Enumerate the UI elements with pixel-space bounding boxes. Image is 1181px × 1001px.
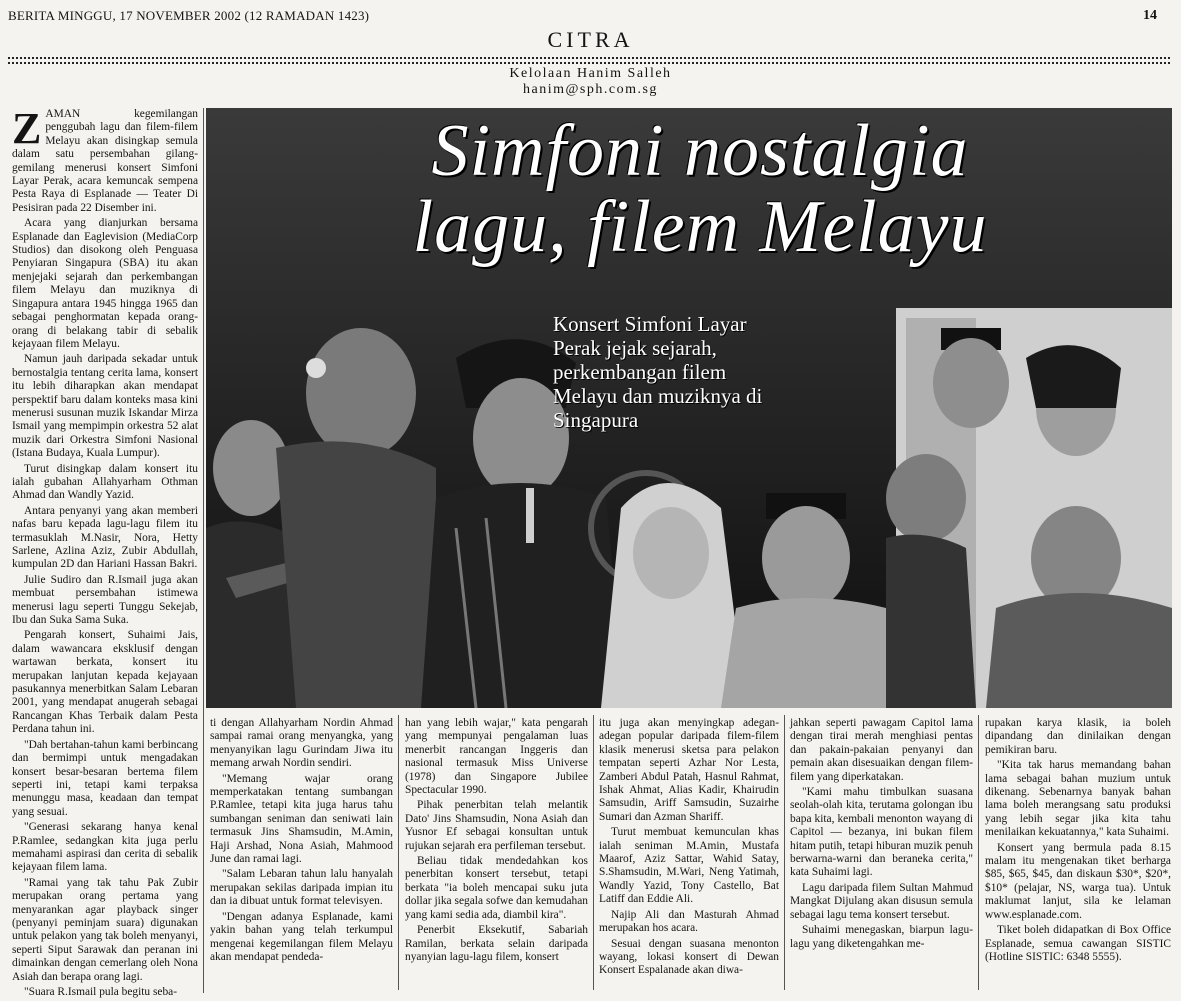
column-divider [784, 715, 785, 990]
paragraph: ti dengan Allahyarham Nordin Ahmad sampai ramai orang menyangka, yang menyanyikan lagu Gurindam Jiwa itu memang arwah Nordin sendiri. [210, 717, 393, 770]
paragraph: Najip Ali dan Masturah Ahmad merupakan hos acara. [599, 908, 779, 935]
dotted-divider [8, 62, 1170, 64]
paragraph: "Dengan adanya Esplanade, kami yakin bahan yang telah terkumpul mengenai kegemilangan filem Melayu akan mendapat pendeda- [210, 910, 393, 963]
column-divider [978, 715, 979, 990]
paragraph: Antara penyanyi yang akan memberi nafas baru kepada lagu-lagu filem itu termasuklah M.Nasir, Nora, Hetty Sarlene, Azlina Aziz, Zubir Abdullah, kumpulan 2D dan Hariani Hassan Bakri. [12, 504, 198, 571]
article-column-6 [985, 717, 1171, 966]
dotted-divider [8, 57, 1170, 59]
paragraph: Sesuai dengan suasana menonton wayang, lokasi konsert di Dewan Konsert Espalanade akan diwa- [599, 937, 779, 977]
paragraph: Namun jauh daripada sekadar untuk bernostalgia tentang cerita lama, konsert itu lebih diharapkan akan mendapat perspektif baru dalam konteks masa kini menerusi susunan muzik Iskandar Mirza Ismail yang mempimpin orkestra 52 alat muzik dari Orkestra Simfoni Nasional (Istana Budaya, Kuala Lumpur). [12, 353, 198, 460]
paragraph: "Memang wajar orang memperkatakan tentang sumbangan P.Ramlee, tetapi kita juga harus tahu sumbangan seniman dan seniwati lain termasuk Jins Shamsudin, M.Amin, Haji Arshad, Nona Asiah, Mahmood June dan ramai lagi. [210, 772, 393, 866]
paragraph: "Kami mahu timbulkan suasana seolah-olah kita, terutama golongan ibu bapa kita, kembali menonton wayang di Capitol — bezanya, ini bukan filem hitam putih, tetapi hiburan muzik penuh berwarna-warni dan beraneka cerita," kata Suhaimi lagi. [790, 786, 973, 879]
paragraph: "Ramai yang tak tahu Pak Zubir merupakan orang pertama yang menyarankan agar playback singer (penyanyi peminjam suara) digunakan untuk pelakon yang tak boleh menyanyi, seperti Siput Sarawak dan peranan ini dimainkan dengan cemerlang oleh Nona Asiah dan berapa orang lagi. [12, 876, 198, 983]
editor-email: hanim@sph.com.sg [523, 82, 658, 97]
page-number: 14 [1143, 8, 1157, 23]
paragraph: "Generasi sekarang hanya kenal P.Ramlee, sedangkan kita juga perlu memahami aspirasi dan cerita di sebalik kejayaan filem lama. [12, 821, 198, 874]
paragraph: Penerbit Eksekutif, Sabariah Ramilan, berkata selain daripada nyanyian lagu-lagu filem, konsert [405, 924, 588, 963]
paragraph: Turut membuat kemunculan khas ialah seniman M.Amin, Mustafa Maarof, Aziz Sattar, Wahid Satay, S.Shamsudin, M.Wari, Neng Yatimah, Wandly Yazid, Tony Castello, Bat Latiff dan Eddie Ali. [599, 826, 779, 906]
editor-byline [0, 66, 1181, 98]
editor-name: Kelolaan Hanim Salleh [509, 66, 672, 81]
column-divider [398, 715, 399, 990]
paragraph: Tiket boleh didapatkan di Box Office Esplanade, semua cawangan SISTIC (Hotline SISTIC: 6348 5555). [985, 924, 1171, 963]
paragraph: Konsert yang bermula pada 8.15 malam itu mengenakan tiket berharga $85, $65, $45, dan diskaun $30*, $20*, $10* (pelajar, NS, warga tua). Untuk maklumat lanjut, sila ke lelaman www.esplanade.com. [985, 841, 1171, 921]
paragraph: "Kita tak harus memandang bahan lama sebagai bahan muzium untuk dikenang. Sebenarnya banyak bahan lama boleh merangsang satu produksi yang lebih segar jika kita tahu menilaikan kekuatannya," kata Suhaimi. [985, 759, 1171, 839]
paragraph: Suhaimi menegaskan, biarpun lagu-lagu yang diketengahkan me- [790, 924, 973, 950]
article-column-3 [405, 717, 588, 966]
paragraph: AMAN kegemilangan penggubah lagu dan filem-filem Melayu akan disingkap semula dalam satu persembahan gilang-gemilang menerusi konsert Simfoni Layar Perak, acara kemuncak sempena Pesta Raya di Esplanade — Teater Di Pesisiran pada 22 Disember ini. [12, 108, 198, 214]
deck: Konsert Simfoni Layar Perak jejak sejarah, perkembangan filem Melayu dan muziknya di Singapura [553, 312, 763, 432]
paragraph: Pihak penerbitan telah melantik Dato' Jins Shamsudin, Nona Asiah dan Yusnor Ef sebagai konsultan untuk rujukan sejarah era perfileman tersebut. [405, 799, 588, 852]
paragraph: han yang lebih wajar," kata pengarah yang mempunyai pengalaman luas menerbit rancangan Inggeris dan nasional termasuk Miss Universe (1978) dan Singapore Jubilee Spectacular 1990. [405, 717, 588, 797]
article-column-1 [12, 104, 198, 1001]
paragraph: "Dah bertahan-tahun kami berbincang dan bermimpi untuk mengadakan konsert besar-besaran bertema filem seperti ini, tetapi kami terpaksa menunggu masa, keadaan dan tempat yang sesuai. [12, 738, 198, 818]
paragraph: Acara yang dianjurkan bersama Esplanade dan Eaglevision (MediaCorp Studios) dan disokong oleh Penguasa Penyiaran Singapura (SBA) itu akan menjejaki sejarah dan perkembangan filem Melayu dan muziknya di Singapura antara 1945 hingga 1965 dan sebagai penghormatan kepada orang-orang di belakang tabir di sebalik kejayaan filem Melayu. [12, 217, 198, 350]
dateline: BERITA MINGGU, 17 NOVEMBER 2002 (12 RAMADAN 1423) [8, 8, 370, 23]
article-column-4 [599, 717, 779, 980]
paragraph: "Salam Lebaran tahun lalu hanyalah merupakan sekilas daripada impian itu dan ia dibuat untuk format televisyen. [210, 868, 393, 908]
paragraph: jahkan seperti pawagam Capitol lama dengan tirai merah menghiasi pentas dan pakain-pakaian penyanyi dan pemain akan disesuaikan dengan filem-filem yang diperkatakan. [790, 717, 973, 783]
paragraph: itu juga akan menyingkap adegan-adegan popular daripada filem-filem klasik menerusi sketsa para pelakon tempatan seperti Azhar Nor Lesta, Zamberi Abdul Patah, Hasnul Rahmat, Ishak Ahmat, Alias Kadir, Khairudin Samsudin, Ariff Samsudin, Suzairhe Sumari dan Azman Shariff. [599, 717, 779, 823]
paragraph: "Suara R.Ismail pula begitu seba- [24, 986, 178, 998]
headline-line-2: lagu, filem Melayu [412, 186, 988, 268]
column-divider [203, 108, 204, 993]
headline [230, 110, 1170, 268]
paragraph: rupakan karya klasik, ia boleh dipandang dan dinilaikan dengan pemikiran baru. [985, 717, 1171, 756]
article-column-5 [790, 717, 973, 953]
headline-line-1: Simfoni nostalgia [431, 110, 969, 192]
paragraph: Julie Sudiro dan R.Ismail juga akan membuat persembahan istimewa menerusi lagu seperti Tunggu Sekejab, Ibu dan Suka Sama Suka. [12, 573, 198, 627]
paragraph: Turut disingkap dalam konsert itu ialah gubahan Allahyarham Othman Ahmad dan Wandly Yazid. [12, 462, 198, 502]
section-title: CITRA [547, 27, 634, 52]
drop-cap: Z [12, 104, 42, 153]
paragraph: Pengarah konsert, Suhaimi Jais, dalam wawancara eksklusif dengan wartawan berkata, konsert itu merupakan lanjutan kepada kejayaan pasukannya menerbitkan Salam Lebaran 2001, yang mendapat anugerah sebagai Rancangan Khas Terbaik dalam Pesta Perdana tahun ini. [12, 629, 198, 736]
paragraph: Lagu daripada filem Sultan Mahmud Mangkat Dijulang akan disusun semula sebagai lagu tema konsert tersebut. [790, 881, 973, 921]
paragraph: Beliau tidak mendedahkan kos penerbitan konsert tersebut, tetapi berkata "ia boleh mencapai suku juta dollar jika segala sofwe dan kemudahan yang kami sedia ada, diambil kira". [405, 855, 588, 921]
article-column-2 [210, 717, 393, 966]
column-divider [593, 715, 594, 990]
